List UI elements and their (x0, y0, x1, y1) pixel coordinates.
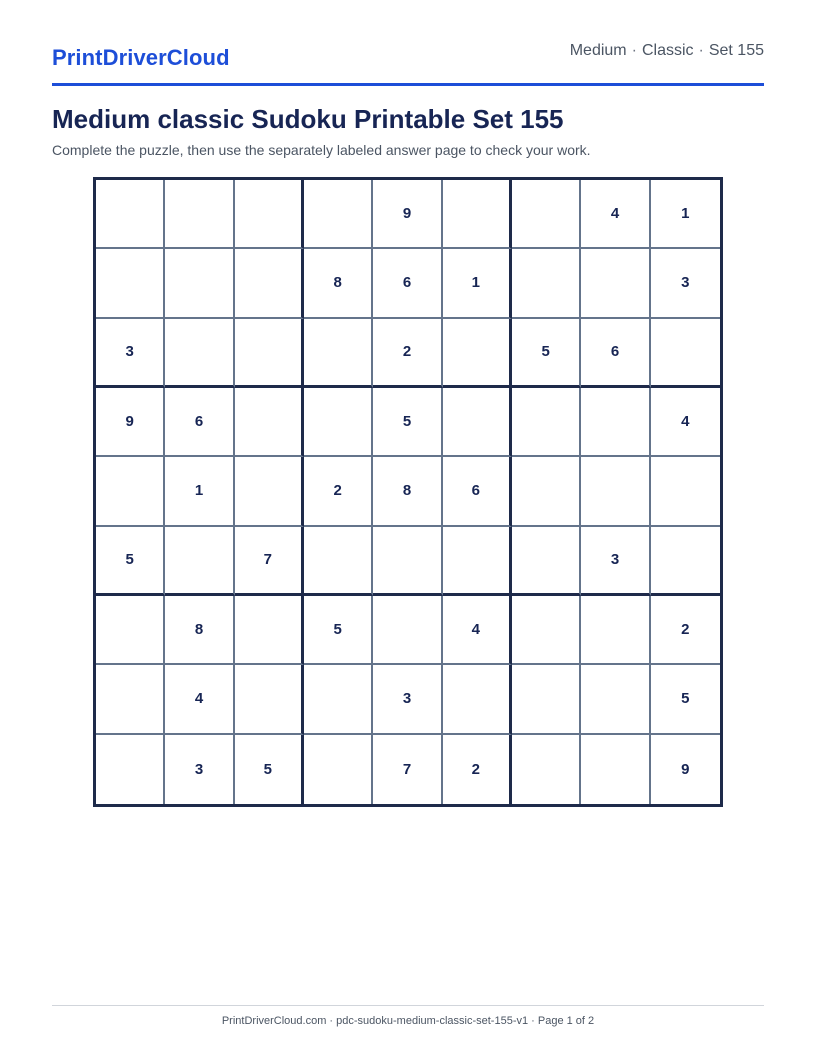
page-header (52, 0, 764, 86)
sudoku-cell-r9c6: 2 (443, 735, 512, 804)
sudoku-cell-r6c1: 5 (96, 527, 165, 596)
sudoku-cell-r2c2 (165, 249, 234, 318)
sudoku-cell-r4c8 (581, 388, 650, 457)
sudoku-cell-r8c8 (581, 665, 650, 734)
page-instructions: Complete the puzzle, then use the separately labeled answer page to check your work. (52, 142, 591, 158)
sudoku-cell-r6c9 (651, 527, 720, 596)
sudoku-cell-r4c7 (512, 388, 581, 457)
sudoku-cell-r2c8 (581, 249, 650, 318)
sudoku-cell-r2c6: 1 (443, 249, 512, 318)
sudoku-cell-r8c1 (96, 665, 165, 734)
sudoku-cell-r6c5 (373, 527, 442, 596)
sudoku-cell-r6c3: 7 (235, 527, 304, 596)
sudoku-cell-r7c3 (235, 596, 304, 665)
sudoku-cell-r2c7 (512, 249, 581, 318)
sudoku-cell-r9c4 (304, 735, 373, 804)
sudoku-cell-r3c7: 5 (512, 319, 581, 388)
sudoku-cell-r3c5: 2 (373, 319, 442, 388)
page-footer: PrintDriverCloud.com · pdc-sudoku-medium-classic-set-155-v1 · Page 1 of 2 (52, 1005, 764, 1027)
sudoku-cell-r2c9: 3 (651, 249, 720, 318)
meta-separator: · (631, 42, 637, 59)
sudoku-cell-r9c1 (96, 735, 165, 804)
sudoku-cell-r6c4 (304, 527, 373, 596)
sudoku-cell-r3c6 (443, 319, 512, 388)
sudoku-cell-r7c8 (581, 596, 650, 665)
sudoku-cell-r1c4 (304, 180, 373, 249)
sudoku-cell-r1c8: 4 (581, 180, 650, 249)
sudoku-cell-r3c3 (235, 319, 304, 388)
meta-difficulty: Medium (569, 42, 627, 59)
sudoku-cell-r1c6 (443, 180, 512, 249)
sudoku-grid (93, 177, 723, 807)
sudoku-cell-r8c4 (304, 665, 373, 734)
sudoku-cell-r1c3 (235, 180, 304, 249)
sudoku-cell-r3c4 (304, 319, 373, 388)
page-title: Medium classic Sudoku Printable Set 155 (52, 104, 564, 134)
sudoku-cell-r4c1: 9 (96, 388, 165, 457)
sudoku-cell-r3c8: 6 (581, 319, 650, 388)
sudoku-cell-r4c9: 4 (651, 388, 720, 457)
meta-set: Set 155 (708, 42, 764, 59)
sudoku-cell-r9c8 (581, 735, 650, 804)
sudoku-cell-r5c3 (235, 457, 304, 526)
sudoku-cell-r2c3 (235, 249, 304, 318)
sudoku-cell-r3c1: 3 (96, 319, 165, 388)
sudoku-cell-r1c2 (165, 180, 234, 249)
sudoku-cell-r1c1 (96, 180, 165, 249)
sudoku-cell-r7c1 (96, 596, 165, 665)
brand-logo: PrintDriverCloud (52, 45, 230, 70)
sudoku-cell-r5c2: 1 (165, 457, 234, 526)
sudoku-cell-r5c7 (512, 457, 581, 526)
sudoku-cell-r4c6 (443, 388, 512, 457)
sudoku-cell-r5c8 (581, 457, 650, 526)
sudoku-cell-r3c2 (165, 319, 234, 388)
sudoku-cell-r1c9: 1 (651, 180, 720, 249)
sudoku-cell-r3c9 (651, 319, 720, 388)
sudoku-cell-r2c1 (96, 249, 165, 318)
sudoku-cell-r7c2: 8 (165, 596, 234, 665)
sudoku-cell-r2c5: 6 (373, 249, 442, 318)
sudoku-cell-r5c5: 8 (373, 457, 442, 526)
sudoku-cell-r7c9: 2 (651, 596, 720, 665)
sudoku-cell-r1c7 (512, 180, 581, 249)
sudoku-cell-r5c9 (651, 457, 720, 526)
sudoku-cell-r6c6 (443, 527, 512, 596)
sudoku-cell-r5c4: 2 (304, 457, 373, 526)
sudoku-cell-r7c4: 5 (304, 596, 373, 665)
sudoku-cell-r7c5 (373, 596, 442, 665)
sudoku-cell-r7c6: 4 (443, 596, 512, 665)
sudoku-cell-r8c5: 3 (373, 665, 442, 734)
sudoku-cell-r4c2: 6 (165, 388, 234, 457)
sudoku-cell-r6c2 (165, 527, 234, 596)
sudoku-cell-r8c2: 4 (165, 665, 234, 734)
sudoku-cell-r9c7 (512, 735, 581, 804)
sudoku-cell-r9c9: 9 (681, 760, 690, 778)
sudoku-cell-r4c3 (235, 388, 304, 457)
sudoku-cell-r8c6 (443, 665, 512, 734)
sudoku-cell-r6c7 (512, 527, 581, 596)
sudoku-cell-r4c5: 5 (373, 388, 442, 457)
sudoku-cell-r9c2: 3 (165, 735, 234, 804)
sudoku-cell-r6c8: 3 (581, 527, 650, 596)
sudoku-cell-r4c4 (304, 388, 373, 457)
meta-variant: Classic (641, 42, 694, 59)
sudoku-cell-r5c6: 6 (443, 457, 512, 526)
sudoku-cell-r9c5: 7 (373, 735, 442, 804)
meta-separator: · (698, 42, 704, 59)
sudoku-cell-r2c4: 8 (304, 249, 373, 318)
sudoku-cell-r8c9: 5 (651, 665, 720, 734)
sudoku-cell-r5c1 (96, 457, 165, 526)
sudoku-cell-r8c3 (235, 665, 304, 734)
puzzle-meta (570, 42, 764, 60)
sudoku-cell-r9c3: 5 (235, 735, 304, 804)
sudoku-cell-r8c7 (512, 665, 581, 734)
sudoku-cell-r7c7 (512, 596, 581, 665)
sudoku-cell-r1c5: 9 (373, 180, 442, 249)
